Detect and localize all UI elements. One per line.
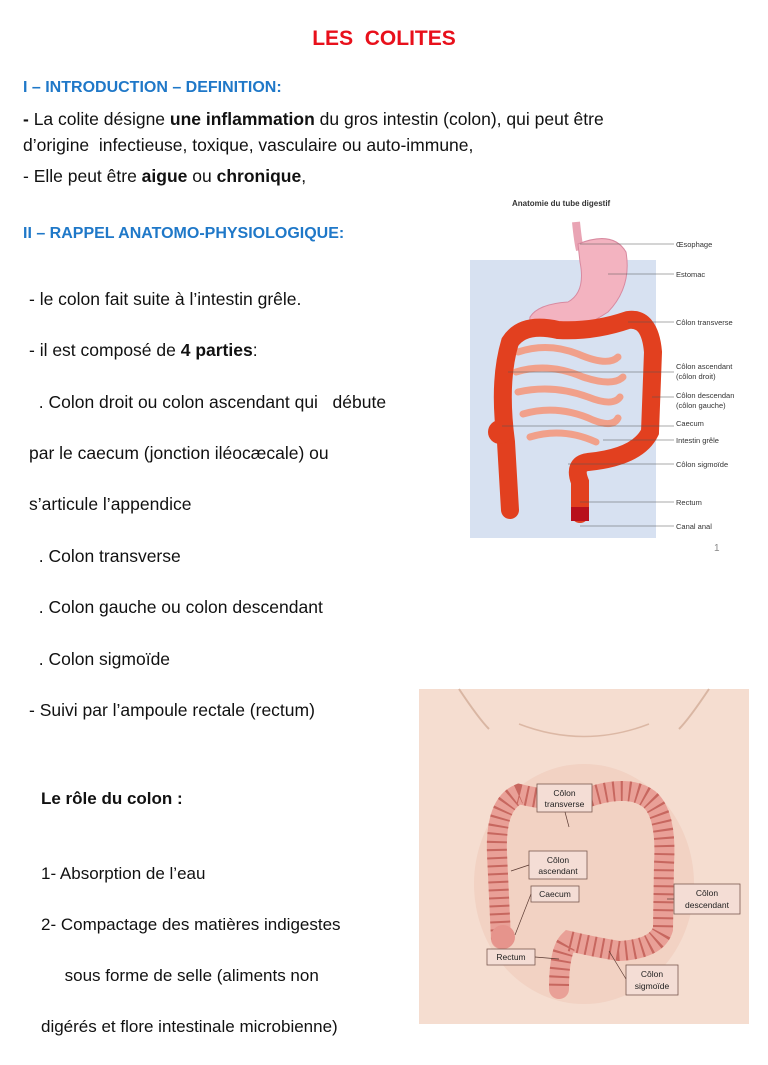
role-list <box>41 835 341 1065</box>
emphasis-inflammation: une inflammation <box>169 109 315 129</box>
label-rectum: Rectum <box>496 952 526 962</box>
label-estomac: Estomac <box>676 270 706 279</box>
anatomy-line <box>29 338 386 364</box>
definition-line-1 <box>23 106 604 132</box>
anatomy-line: par le caecum (jonction iléocæcale) ou <box>29 442 329 463</box>
role-item: 1- Absorption de l’eau <box>41 863 206 883</box>
label-colon-sigmoide-2: sigmoïde <box>634 981 670 991</box>
label-colon-sigmoide: Côlon sigmoïde <box>676 460 729 469</box>
label-oesophage: Œsophage <box>676 240 713 249</box>
label-colon-sigmoide-1: Côlon <box>640 969 664 979</box>
text: - Elle peut être <box>23 166 142 186</box>
label-colon-descendant: Côlon descendan <box>676 391 735 400</box>
caecum-shape <box>491 925 515 949</box>
anatomy-line: . Colon transverse <box>29 545 181 566</box>
anatomy-line: s’articule l’appendice <box>29 494 192 515</box>
label-colon-ascendant-1: Côlon <box>546 855 570 865</box>
anatomy-line: . Colon droit ou colon ascendant qui débute <box>29 391 387 412</box>
anatomy-line: - Suivi par l’ampoule rectale (rectum) <box>29 699 315 720</box>
emphasis-aigue: aigue <box>141 166 188 186</box>
page-number: 1 <box>714 543 720 554</box>
definition-line-2: d’origine infectieuse, toxique, vasculaire ou auto-immune, <box>23 135 474 155</box>
label-colon-ascendant: Côlon ascendant <box>676 362 733 371</box>
caecum-shape <box>488 420 512 444</box>
label-colon-droit: (côlon droit) <box>676 372 716 381</box>
label-canal-anal: Canal anal <box>676 522 712 531</box>
role-item-continuation: sous forme de selle (aliments non <box>41 965 319 985</box>
role-item: 2- Compactage des matières indigestes <box>41 914 341 934</box>
section-heading-anatomy: II – RAPPEL ANATOMO-PHYSIOLOGIQUE: <box>23 225 345 242</box>
text: La colite désigne <box>28 109 170 129</box>
text: - il est composé de <box>29 340 181 361</box>
label-colon-transverse-1: Côlon <box>553 788 576 798</box>
figure-title: Anatomie du tube digestif <box>512 199 611 208</box>
role-heading: Le rôle du colon : <box>41 789 183 808</box>
text: : <box>252 340 258 361</box>
emphasis-chronique: chronique <box>216 166 302 186</box>
label-colon-descendant-1: Côlon <box>695 888 719 898</box>
section-heading-introduction: I – INTRODUCTION – DEFINITION: <box>23 79 282 96</box>
rectum-shape <box>571 507 589 521</box>
role-item-continuation: digérés et flore intestinale microbienne) <box>41 1017 338 1037</box>
label-colon-transverse: Côlon transverse <box>676 318 733 327</box>
text: du gros intestin (colon), qui peut être <box>314 109 604 129</box>
text: ou <box>187 166 217 186</box>
text: , <box>301 166 307 186</box>
label-colon-ascendant-2: ascendant <box>538 866 578 876</box>
emphasis-4-parties: 4 parties <box>180 340 253 361</box>
label-rectum: Rectum <box>676 498 702 507</box>
label-caecum: Caecum <box>539 889 571 899</box>
anatomy-line: - le colon fait suite à l’intestin grêle. <box>29 288 302 309</box>
colon-torso-figure <box>419 689 749 1024</box>
label-caecum: Caecum <box>676 419 704 428</box>
anatomy-line: . Colon gauche ou colon descendant <box>29 597 323 618</box>
dash: - <box>23 109 29 129</box>
label-colon-gauche: (côlon gauche) <box>676 401 726 410</box>
definition-line-3 <box>23 163 306 189</box>
digestive-tract-figure <box>468 192 735 540</box>
page-title: LES COLITES <box>312 27 456 50</box>
label-colon-transverse-2: transverse <box>544 799 585 809</box>
anatomy-text <box>29 261 386 749</box>
label-intestin-grele: Intestin grêle <box>676 436 719 445</box>
label-colon-descendant-2: descendant <box>685 900 729 910</box>
anatomy-line: . Colon sigmoïde <box>29 648 171 669</box>
